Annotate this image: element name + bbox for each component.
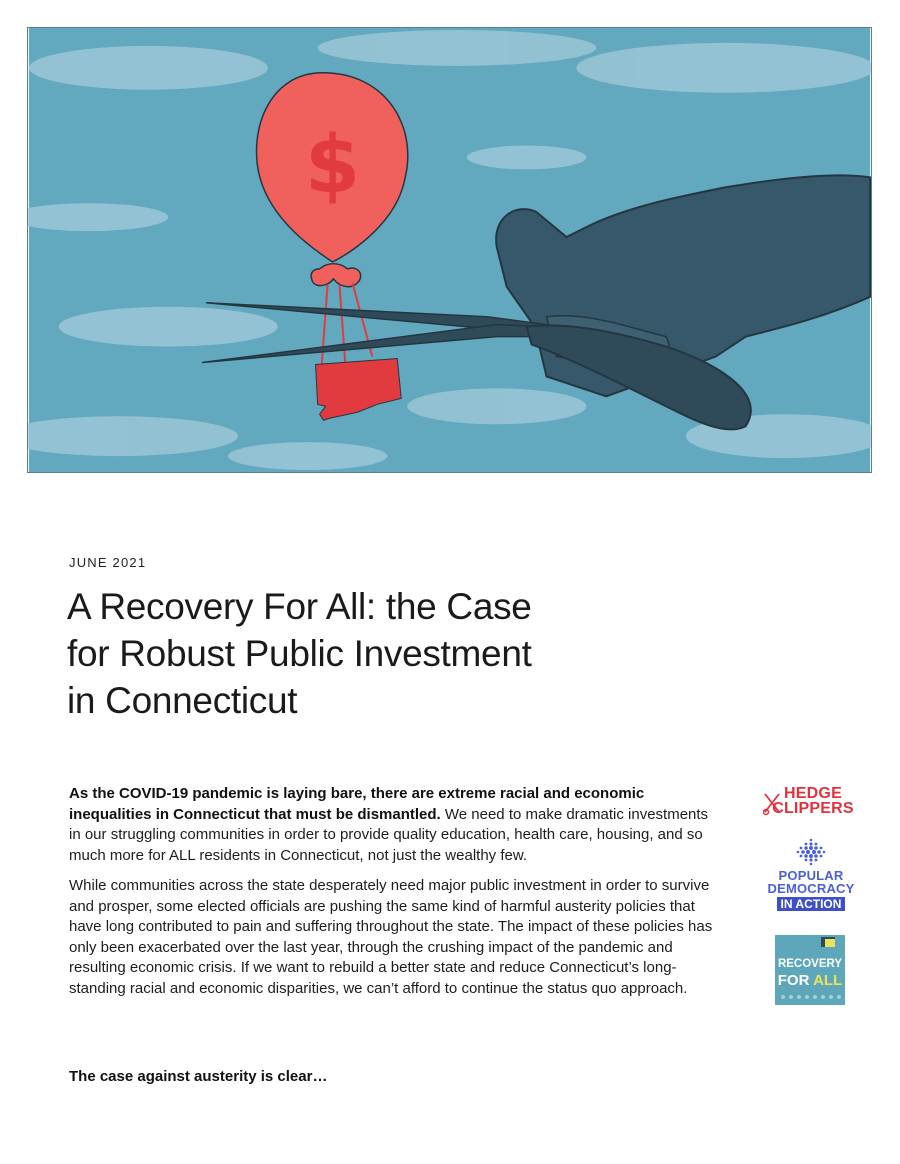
paragraph-1-lead: As the COVID-19 pandemic is laying bare, there are extreme racial and economic inequalities in Connecticut that must be dismantled. <box>69 785 645 823</box>
hero-svg <box>28 28 871 472</box>
scissors-small-icon <box>763 790 781 816</box>
title-line-1: A Recovery For All: the Case <box>67 586 532 627</box>
popular-democracy-logo <box>761 838 861 913</box>
recovery-for-all-line-1: RECOVERY <box>777 958 843 970</box>
closing-statement: The case against austerity is clear… <box>69 1068 328 1085</box>
recovery-for-all-line-2 <box>775 972 845 989</box>
paragraph-1-text: We need to make dramatic investments in our struggling communities in order to provide quality education, health care, housing, and so much more for ALL residents in Connecticut, not just the wealthy few. <box>69 805 709 864</box>
hero-illustration <box>27 27 872 473</box>
intro-body <box>69 784 719 1009</box>
recovery-for-all-for: FOR <box>777 972 810 989</box>
dot-grid-icon <box>794 838 828 866</box>
popular-democracy-line-3: IN ACTION <box>777 897 846 911</box>
hedge-clippers-line-1: HEDGE <box>784 785 842 802</box>
recovery-for-all-all: ALL <box>813 972 843 989</box>
recovery-for-all-graphic <box>775 935 845 1005</box>
popular-democracy-line-2: DEMOCRACY <box>767 881 855 896</box>
title-line-3: in Connecticut <box>67 680 298 721</box>
hedge-clippers-logo <box>763 786 863 816</box>
report-date: JUNE 2021 <box>69 555 147 570</box>
paragraph-1 <box>69 784 719 866</box>
paragraph-2 <box>69 876 719 999</box>
recovery-for-all-logo <box>775 935 845 1005</box>
page-title <box>67 583 587 724</box>
paragraph-2-text: While communities across the state desperately need major public investment in order to survive and prosper, some elected officials are pushing the same kind of harmful austerity policies that have long contributed to pain and suffering throughout the state. The impact of these policies has only been exacerbated over the last year, through the crushing impact of the pandemic and resulting economic crisis. If we want to rebuild a better state and reduce Connecticut’s long-standing racial and economic disparities, we can’t afford to continue the status quo approach. <box>69 877 713 997</box>
dollar-symbol: $ <box>304 118 361 212</box>
popular-democracy-line-1: POPULAR <box>778 868 844 883</box>
hedge-clippers-line-2: CLIPPERS <box>772 800 854 817</box>
title-line-2: for Robust Public Investment <box>67 633 532 674</box>
